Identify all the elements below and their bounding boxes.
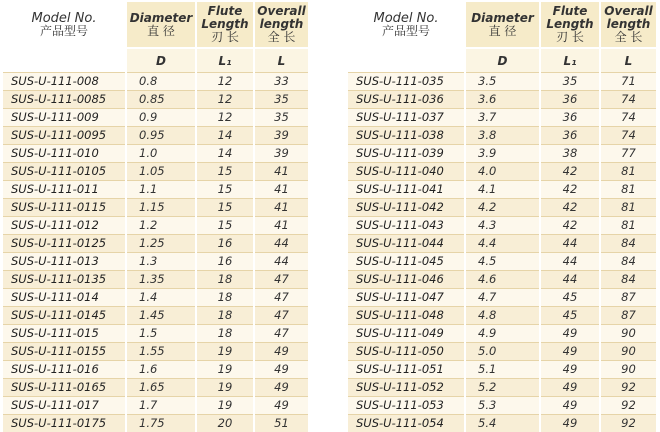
cell-flute-length: 12 xyxy=(196,73,254,91)
cell-overall-length: 51 xyxy=(254,415,308,432)
cell-model-no: SUS-U-111-0135 xyxy=(3,271,126,289)
cell-diameter: 1.65 xyxy=(126,379,196,397)
table-row xyxy=(3,325,308,343)
table-row xyxy=(348,73,656,91)
table-row xyxy=(3,289,308,307)
table-row xyxy=(348,163,656,181)
cell-overall-length: 81 xyxy=(600,163,656,181)
table-row xyxy=(348,127,656,145)
cell-overall-length: 44 xyxy=(254,253,308,271)
cell-overall-length: 41 xyxy=(254,163,308,181)
cell-model-no: SUS-U-111-044 xyxy=(348,235,465,253)
header-diameter xyxy=(126,2,196,48)
cell-overall-length: 71 xyxy=(600,73,656,91)
cell-overall-length: 81 xyxy=(600,217,656,235)
cell-diameter: 5.0 xyxy=(465,343,540,361)
cell-model-no: SUS-U-111-008 xyxy=(3,73,126,91)
cell-overall-length: 47 xyxy=(254,325,308,343)
cell-model-no: SUS-U-111-043 xyxy=(348,217,465,235)
table-row xyxy=(3,73,308,91)
header-diameter-cn: 直 径 xyxy=(127,25,195,38)
header-diameter xyxy=(465,2,540,48)
cell-model-no: SUS-U-111-0125 xyxy=(3,235,126,253)
cell-diameter: 3.8 xyxy=(465,127,540,145)
cell-model-no: SUS-U-111-045 xyxy=(348,253,465,271)
header-diameter-en: Diameter xyxy=(130,11,193,25)
cell-diameter: 3.6 xyxy=(465,91,540,109)
cell-model-no: SUS-U-111-042 xyxy=(348,199,465,217)
cell-overall-length: 33 xyxy=(254,73,308,91)
subheader-blank xyxy=(3,48,126,73)
table-row xyxy=(3,253,308,271)
cell-model-no: SUS-U-111-051 xyxy=(348,361,465,379)
cell-diameter: 4.8 xyxy=(465,307,540,325)
cell-diameter: 4.5 xyxy=(465,253,540,271)
header-model xyxy=(348,2,465,48)
cell-model-no: SUS-U-111-035 xyxy=(348,73,465,91)
cell-overall-length: 92 xyxy=(600,379,656,397)
cell-overall-length: 47 xyxy=(254,307,308,325)
cell-diameter: 0.9 xyxy=(126,109,196,127)
cell-model-no: SUS-U-111-0165 xyxy=(3,379,126,397)
cell-model-no: SUS-U-111-0095 xyxy=(3,127,126,145)
table-row xyxy=(348,361,656,379)
cell-flute-length: 49 xyxy=(540,415,600,432)
cell-overall-length: 74 xyxy=(600,91,656,109)
table-row xyxy=(348,271,656,289)
table-row xyxy=(348,253,656,271)
header-model-cn: 产品型号 xyxy=(3,25,125,38)
header-overall-cn: 全 长 xyxy=(601,31,656,44)
cell-overall-length: 92 xyxy=(600,415,656,432)
cell-flute-length: 49 xyxy=(540,325,600,343)
table-row xyxy=(3,397,308,415)
cell-flute-length: 14 xyxy=(196,127,254,145)
table-row xyxy=(348,289,656,307)
cell-overall-length: 35 xyxy=(254,109,308,127)
header-flute-length xyxy=(540,2,600,48)
cell-flute-length: 45 xyxy=(540,289,600,307)
cell-model-no: SUS-U-111-052 xyxy=(348,379,465,397)
cell-overall-length: 49 xyxy=(254,379,308,397)
cell-model-no: SUS-U-111-016 xyxy=(3,361,126,379)
table-row xyxy=(3,199,308,217)
cell-flute-length: 15 xyxy=(196,199,254,217)
cell-model-no: SUS-U-111-010 xyxy=(3,145,126,163)
table-body-right xyxy=(348,73,656,432)
table-row xyxy=(3,91,308,109)
header-flute-en: Flute Length xyxy=(201,4,248,31)
cell-model-no: SUS-U-111-039 xyxy=(348,145,465,163)
table-row xyxy=(3,307,308,325)
cell-flute-length: 49 xyxy=(540,397,600,415)
cell-diameter: 1.5 xyxy=(126,325,196,343)
cell-model-no: SUS-U-111-038 xyxy=(348,127,465,145)
table-row xyxy=(348,217,656,235)
cell-overall-length: 84 xyxy=(600,235,656,253)
cell-diameter: 4.2 xyxy=(465,199,540,217)
cell-model-no: SUS-U-111-037 xyxy=(348,109,465,127)
cell-model-no: SUS-U-111-041 xyxy=(348,181,465,199)
cell-diameter: 1.4 xyxy=(126,289,196,307)
table-row xyxy=(348,325,656,343)
cell-overall-length: 39 xyxy=(254,127,308,145)
cell-overall-length: 90 xyxy=(600,343,656,361)
header-model-cn: 产品型号 xyxy=(348,25,464,38)
cell-diameter: 3.7 xyxy=(465,109,540,127)
subheader-l: L xyxy=(254,48,308,73)
cell-overall-length: 49 xyxy=(254,397,308,415)
table-row xyxy=(348,235,656,253)
table-row xyxy=(348,181,656,199)
cell-overall-length: 39 xyxy=(254,145,308,163)
cell-flute-length: 16 xyxy=(196,235,254,253)
table-body-left xyxy=(3,73,308,432)
cell-model-no: SUS-U-111-0145 xyxy=(3,307,126,325)
table-row xyxy=(3,109,308,127)
cell-flute-length: 38 xyxy=(540,145,600,163)
cell-diameter: 1.35 xyxy=(126,271,196,289)
cell-diameter: 4.0 xyxy=(465,163,540,181)
table-row xyxy=(348,397,656,415)
header-flute-cn: 刃 长 xyxy=(197,31,253,44)
cell-overall-length: 77 xyxy=(600,145,656,163)
cell-model-no: SUS-U-111-015 xyxy=(3,325,126,343)
cell-overall-length: 44 xyxy=(254,235,308,253)
cell-flute-length: 45 xyxy=(540,307,600,325)
cell-model-no: SUS-U-111-040 xyxy=(348,163,465,181)
table-row xyxy=(3,127,308,145)
cell-overall-length: 81 xyxy=(600,199,656,217)
cell-flute-length: 19 xyxy=(196,397,254,415)
cell-diameter: 1.3 xyxy=(126,253,196,271)
cell-overall-length: 41 xyxy=(254,181,308,199)
cell-flute-length: 16 xyxy=(196,253,254,271)
cell-diameter: 1.1 xyxy=(126,181,196,199)
table-row xyxy=(3,235,308,253)
cell-model-no: SUS-U-111-050 xyxy=(348,343,465,361)
cell-model-no: SUS-U-111-053 xyxy=(348,397,465,415)
header-flute-en: Flute Length xyxy=(546,4,593,31)
header-model-en: Model No. xyxy=(32,11,97,26)
spec-table-left xyxy=(3,2,308,432)
cell-diameter: 5.1 xyxy=(465,361,540,379)
cell-overall-length: 87 xyxy=(600,307,656,325)
cell-model-no: SUS-U-111-012 xyxy=(3,217,126,235)
cell-flute-length: 19 xyxy=(196,379,254,397)
header-flute-length xyxy=(196,2,254,48)
cell-overall-length: 49 xyxy=(254,343,308,361)
cell-overall-length: 92 xyxy=(600,397,656,415)
subheader-blank xyxy=(348,48,465,73)
cell-overall-length: 49 xyxy=(254,361,308,379)
table-row xyxy=(3,181,308,199)
cell-diameter: 5.3 xyxy=(465,397,540,415)
cell-overall-length: 90 xyxy=(600,325,656,343)
cell-flute-length: 19 xyxy=(196,343,254,361)
table-row xyxy=(348,109,656,127)
cell-diameter: 1.05 xyxy=(126,163,196,181)
header-diameter-cn: 直 径 xyxy=(466,25,539,38)
cell-model-no: SUS-U-111-011 xyxy=(3,181,126,199)
cell-diameter: 4.1 xyxy=(465,181,540,199)
table-row xyxy=(3,217,308,235)
table-row xyxy=(3,415,308,432)
header-overall-length xyxy=(254,2,308,48)
cell-diameter: 1.0 xyxy=(126,145,196,163)
cell-flute-length: 14 xyxy=(196,145,254,163)
cell-flute-length: 44 xyxy=(540,271,600,289)
cell-flute-length: 15 xyxy=(196,217,254,235)
cell-overall-length: 47 xyxy=(254,289,308,307)
header-overall-length xyxy=(600,2,656,48)
cell-overall-length: 35 xyxy=(254,91,308,109)
table-row xyxy=(348,145,656,163)
cell-model-no: SUS-U-111-0085 xyxy=(3,91,126,109)
cell-overall-length: 41 xyxy=(254,217,308,235)
cell-flute-length: 49 xyxy=(540,361,600,379)
cell-diameter: 0.95 xyxy=(126,127,196,145)
cell-model-no: SUS-U-111-054 xyxy=(348,415,465,432)
subheader-d: D xyxy=(126,48,196,73)
cell-flute-length: 18 xyxy=(196,307,254,325)
cell-flute-length: 42 xyxy=(540,163,600,181)
cell-diameter: 4.9 xyxy=(465,325,540,343)
cell-flute-length: 12 xyxy=(196,91,254,109)
cell-diameter: 3.5 xyxy=(465,73,540,91)
cell-flute-length: 12 xyxy=(196,109,254,127)
cell-diameter: 4.3 xyxy=(465,217,540,235)
cell-overall-length: 84 xyxy=(600,271,656,289)
cell-flute-length: 18 xyxy=(196,271,254,289)
cell-diameter: 0.8 xyxy=(126,73,196,91)
subheader-l1: L₁ xyxy=(540,48,600,73)
header-model-en: Model No. xyxy=(374,11,439,26)
cell-flute-length: 35 xyxy=(540,73,600,91)
table-row xyxy=(3,163,308,181)
table-row xyxy=(348,307,656,325)
cell-flute-length: 36 xyxy=(540,109,600,127)
cell-overall-length: 74 xyxy=(600,109,656,127)
subheader-l: L xyxy=(600,48,656,73)
cell-model-no: SUS-U-111-009 xyxy=(3,109,126,127)
cell-diameter: 3.9 xyxy=(465,145,540,163)
cell-flute-length: 44 xyxy=(540,235,600,253)
cell-diameter: 5.2 xyxy=(465,379,540,397)
table-row xyxy=(348,415,656,432)
cell-diameter: 1.6 xyxy=(126,361,196,379)
cell-overall-length: 90 xyxy=(600,361,656,379)
header-flute-cn: 刃 长 xyxy=(541,31,599,44)
subheader-d: D xyxy=(465,48,540,73)
cell-model-no: SUS-U-111-048 xyxy=(348,307,465,325)
cell-diameter: 1.2 xyxy=(126,217,196,235)
cell-flute-length: 49 xyxy=(540,343,600,361)
table-row xyxy=(3,145,308,163)
cell-diameter: 1.7 xyxy=(126,397,196,415)
cell-model-no: SUS-U-111-0105 xyxy=(3,163,126,181)
cell-flute-length: 42 xyxy=(540,181,600,199)
cell-diameter: 1.25 xyxy=(126,235,196,253)
cell-flute-length: 20 xyxy=(196,415,254,432)
cell-flute-length: 15 xyxy=(196,181,254,199)
header-overall-en: Overall length xyxy=(604,4,652,31)
table-row xyxy=(348,91,656,109)
cell-model-no: SUS-U-111-036 xyxy=(348,91,465,109)
cell-flute-length: 36 xyxy=(540,127,600,145)
cell-model-no: SUS-U-111-013 xyxy=(3,253,126,271)
table-row xyxy=(3,379,308,397)
cell-diameter: 1.75 xyxy=(126,415,196,432)
cell-overall-length: 87 xyxy=(600,289,656,307)
cell-flute-length: 18 xyxy=(196,325,254,343)
cell-model-no: SUS-U-111-0115 xyxy=(3,199,126,217)
header-overall-en: Overall length xyxy=(257,4,305,31)
table-row xyxy=(3,343,308,361)
cell-overall-length: 81 xyxy=(600,181,656,199)
table-row xyxy=(3,271,308,289)
cell-model-no: SUS-U-111-049 xyxy=(348,325,465,343)
cell-overall-length: 84 xyxy=(600,253,656,271)
cell-model-no: SUS-U-111-047 xyxy=(348,289,465,307)
cell-flute-length: 18 xyxy=(196,289,254,307)
table-row xyxy=(348,199,656,217)
cell-overall-length: 47 xyxy=(254,271,308,289)
cell-model-no: SUS-U-111-046 xyxy=(348,271,465,289)
cell-flute-length: 49 xyxy=(540,379,600,397)
cell-overall-length: 74 xyxy=(600,127,656,145)
spec-table-right xyxy=(348,2,656,432)
cell-flute-length: 42 xyxy=(540,217,600,235)
cell-diameter: 1.55 xyxy=(126,343,196,361)
cell-diameter: 4.7 xyxy=(465,289,540,307)
cell-model-no: SUS-U-111-0175 xyxy=(3,415,126,432)
table-row xyxy=(348,343,656,361)
cell-flute-length: 36 xyxy=(540,91,600,109)
header-model xyxy=(3,2,126,48)
cell-flute-length: 19 xyxy=(196,361,254,379)
cell-model-no: SUS-U-111-0155 xyxy=(3,343,126,361)
cell-model-no: SUS-U-111-014 xyxy=(3,289,126,307)
subheader-l1: L₁ xyxy=(196,48,254,73)
header-overall-cn: 全 长 xyxy=(255,31,308,44)
cell-overall-length: 41 xyxy=(254,199,308,217)
cell-flute-length: 42 xyxy=(540,199,600,217)
cell-diameter: 1.45 xyxy=(126,307,196,325)
cell-diameter: 4.6 xyxy=(465,271,540,289)
cell-diameter: 1.15 xyxy=(126,199,196,217)
cell-model-no: SUS-U-111-017 xyxy=(3,397,126,415)
cell-flute-length: 15 xyxy=(196,163,254,181)
table-row xyxy=(3,361,308,379)
table-row xyxy=(348,379,656,397)
header-diameter-en: Diameter xyxy=(471,11,534,25)
cell-diameter: 0.85 xyxy=(126,91,196,109)
cell-diameter: 5.4 xyxy=(465,415,540,432)
cell-diameter: 4.4 xyxy=(465,235,540,253)
cell-flute-length: 44 xyxy=(540,253,600,271)
